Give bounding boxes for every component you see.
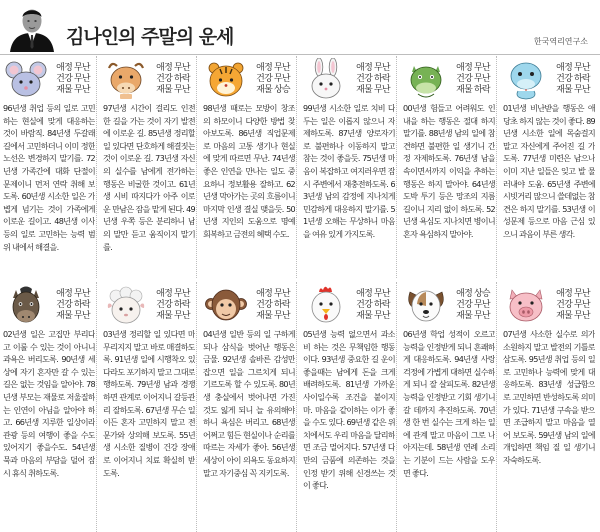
fortune-rating: 재물 무난 bbox=[256, 311, 290, 321]
rabbit-icon bbox=[304, 58, 348, 100]
fortune-text: 99년생 시소한 일로 치비 다두는 일은 이롭지 않으니 자제하도록. 87년생 양로자기로 불편하나 이동하지 말고 참는 것이 좋을듯. 75년생 마음이 복잡하고 여지러우면 잠시 주변에서 재충전하도록. 63년생 남의 감정에 지나치게 민감하게 대응하지 말기를. 51년생 오해는 무상하니 마음을 여유 있게 가지도록. bbox=[303, 103, 395, 239]
fortune-cell bbox=[100, 282, 197, 532]
fortune-rating: 애정 무난 bbox=[356, 63, 390, 73]
fortune-cell bbox=[200, 282, 297, 532]
monkey-icon bbox=[204, 284, 248, 326]
fortune-text: 00년생 험들고 어려워도 인내을 하는 행동은 절대 하지 말기를. 88년생 남의 일에 참견하면 불편한 일 생기니 간정 자제하도록. 76년생 남을 속이면서까지 이익을 추하는 행동은 하지 말아야. 64년생 도박 투기 등은 망조의 지름길이니 지리 없이 하도록. 52년생 욕심도 지나치면 병이니 혼자 욕심하지 말아야. bbox=[403, 103, 495, 239]
fortune-rating: 애정 무난 bbox=[556, 63, 590, 73]
fortune-row-1 bbox=[0, 56, 600, 278]
fortune-text: 02년생 일은 고집만 부리다고 이룰 수 있는 것이 아니니 과욕은 버리도록. 90년생 세상에 자기 혼자만 갈 수 있는 길은 없는 것임을 알아야. 78년생 부모는 재물로 저울질하는 인연이 아님을 알아야 하고. 66년생 지루한 일상이라 관광 등의 여행이 좋을 수도 있어지기 좋을수도. 54년생 묵과 마음의 부담을 덜어 잠시 휴식 취하도록. bbox=[3, 329, 95, 478]
fortune-cell bbox=[200, 56, 297, 278]
fortune-ratings bbox=[550, 63, 596, 96]
fortune-ratings bbox=[250, 63, 296, 96]
fortune-ratings bbox=[550, 289, 596, 322]
rat-icon bbox=[4, 58, 48, 100]
fortune-ratings bbox=[50, 289, 96, 322]
fortune-text: 03년생 정리할 일 있다면 마무리지지 말고 바로 매결하도록. 91년생 일에 시행착오 있다라도 포기하지 말고 그대로 행하도록. 79년생 남과 경쟁하면 관계로 이어지니 갈등관리 잘하도록. 67년생 무슨 일이든 혼자 고민하지 말고 전문가와 상의해 보도록. 55년생 시소한 질병이 건강 장애로 이어지니 치료 확실히 받도록. bbox=[103, 329, 195, 478]
fortune-rating: 건강 무난 bbox=[56, 74, 90, 84]
fortune-rating: 재물 하락 bbox=[456, 85, 490, 95]
fortune-cell bbox=[500, 56, 597, 278]
fortune-rating: 애정 무난 bbox=[256, 63, 290, 73]
fortune-rating: 건강 하락 bbox=[356, 74, 390, 84]
fortune-rating: 재물 무난 bbox=[556, 85, 590, 95]
fortune-rating: 재물 무난 bbox=[56, 85, 90, 95]
fortune-rating: 애정 무난 bbox=[156, 63, 190, 73]
fortune-cell bbox=[300, 56, 397, 278]
fortune-ratings bbox=[350, 289, 396, 322]
fortune-text: 07년생 사소한 실수로 의가소원하지 말고 발전의 기틀로 삼도록. 95년생 취업 등의 일로 고민하나 능력에 맞게 대응하도록. 83년생 성급함으로 고민하면 반성하도록 의미가 있다. 71년생 구속을 받으면 조급하지 말고 마음을 열어 보도록. 59년생 남의 일에 개입하면 책임 질 일 생기니 자숙하도록. bbox=[503, 329, 595, 465]
fortune-rating: 애정 무난 bbox=[456, 63, 490, 73]
fortune-rating: 애정 무난 bbox=[256, 289, 290, 299]
ox-icon bbox=[104, 58, 148, 100]
fortune-rating: 애정 무난 bbox=[556, 289, 590, 299]
fortune-cell bbox=[0, 282, 97, 532]
author-photo bbox=[6, 4, 58, 52]
fortune-ratings bbox=[50, 63, 96, 96]
fortune-cell bbox=[0, 56, 97, 278]
fortune-cell bbox=[300, 282, 397, 532]
fortune-rating: 건강 하락 bbox=[256, 300, 290, 310]
fortune-rating: 애정 상승 bbox=[456, 289, 490, 299]
fortune-rating: 건강 하락 bbox=[56, 300, 90, 310]
fortune-rating: 건강 무난 bbox=[456, 74, 490, 84]
dragon-icon bbox=[404, 58, 448, 100]
fortune-cell bbox=[400, 282, 497, 532]
fortune-rating: 건강 무난 bbox=[256, 74, 290, 84]
fortune-rating: 애정 무난 bbox=[56, 63, 90, 73]
dog-icon bbox=[404, 284, 448, 326]
fortune-ratings bbox=[150, 63, 196, 96]
fortune-rating: 재물 무난 bbox=[356, 85, 390, 95]
source-label: 한국역리연구소 bbox=[533, 37, 588, 46]
fortune-rating: 건강 무난 bbox=[556, 300, 590, 310]
snake-icon bbox=[504, 58, 548, 100]
fortune-cell bbox=[500, 282, 597, 532]
header-divider bbox=[0, 54, 600, 55]
fortune-cell bbox=[400, 56, 497, 278]
fortune-text: 06년생 학업 성적이 오르고 능력을 인정받게 되니 흔쾌하게 대응하도록. 94년생 사랑 걱정에 가볍게 대하면 실수하게 되니 잘 살피도록. 82년생 능력을 인정받고 기회 생기니 갈 데까지 추진하도록. 70년생 한 번 실수는 크게 하는 일에 관계 말고 마음이 그로 나아지는데. 58년생 연례 소리는 기분이 드는 사람을 도우면 좋다. bbox=[403, 329, 495, 478]
fortune-rating: 애정 무난 bbox=[156, 289, 190, 299]
fortune-row-2 bbox=[0, 282, 600, 532]
tiger-icon bbox=[204, 58, 248, 100]
sheep-icon bbox=[104, 284, 148, 326]
fortune-rating: 재물 무난 bbox=[156, 311, 190, 321]
horse-icon bbox=[4, 284, 48, 326]
fortune-rating: 재물 무난 bbox=[56, 311, 90, 321]
fortune-ratings bbox=[350, 63, 396, 96]
fortune-ratings bbox=[250, 289, 296, 322]
fortune-rating: 재물 무난 bbox=[156, 85, 190, 95]
pig-icon bbox=[504, 284, 548, 326]
fortune-rating: 재물 무난 bbox=[456, 311, 490, 321]
fortune-text: 98년생 때로는 모방이 창조의 하모이니 다양한 방법 찾아보도록. 86년생 직업문제로 마음의 고통 생기나 현실에 맞게 따르면 무난. 74년생 좋은 인연을 만나는 일도 중요하니 정보활용 잘하고. 62년생 막아가는 곳의 흐름이니 마지막 인생 결실 맺을듯. 50년생 지인의 도움으로 명예 회복하고 금전의 혜택 수도. bbox=[203, 103, 295, 239]
fortune-rating: 건강 하락 bbox=[156, 74, 190, 84]
rooster-icon bbox=[304, 284, 348, 326]
fortune-rating: 건강 하락 bbox=[356, 300, 390, 310]
fortune-text: 05년생 능력 없으면서 과소비 하는 것은 무책임한 행동이다. 93년생 중요한 길 운이 좋을때는 남에게 돈을 크게 배려하도록. 81년생 가까운 사이일수록 조건을 붙이지 마. 마음을 같이하는 이가 좋을 수도 있다. 69년생 같은 위치에서도 우리 마음을 달리하면 조금 멀어지다. 57년생 다만의 금품에 의존하는 것을 인정 받기 위해 신경쓰는 것이 좋다. bbox=[303, 329, 395, 491]
fortune-text: 01년생 비난받을 행동은 애당초 하지 않는 것이 좋다. 89년생 시소한 일에 목숨걸지 말고 자신에게 주어진 길 가도록. 77년생 미련은 남으나 이미 지난 일들은 잊고 발 물러내야 도움. 65년생 주변에 시빗거리 많으니 쓸데없는 참견은 하지 말기를. 53년생 이성문제 등으로 마음 근심 있으니 과음이 부른 생각. bbox=[503, 103, 595, 239]
fortune-ratings bbox=[150, 289, 196, 322]
fortune-rating: 재물 무난 bbox=[556, 311, 590, 321]
fortune-rating: 건강 하락 bbox=[156, 300, 190, 310]
fortune-ratings bbox=[450, 289, 496, 322]
fortune-rating: 건강 하락 bbox=[556, 74, 590, 84]
fortune-rating: 재물 상승 bbox=[256, 85, 290, 95]
fortune-text: 04년생 일반 등의 일 구하게 되나 삼식을 벗어난 행동은 금물. 92년생 솔바른 감성만 잡으면 일을 그르치게 되니 기르도록 할 수 있도록. 80년생 충실에서 벗어나면 가진 것도 잃게 되니 늘 유의해야 하니 욕심은 버리고. 68년생 어쩌고 힘든 현실이나 순리를 따르는 자세가 좋아. 56년생 세상이 아이 의욕도 동요하지 말고 자기중심 꼭 지키도록. bbox=[203, 329, 295, 478]
fortune-ratings bbox=[450, 63, 496, 96]
fortune-rating: 애정 무난 bbox=[356, 289, 390, 299]
fortune-rating: 재물 무난 bbox=[356, 311, 390, 321]
fortune-cell bbox=[100, 56, 197, 278]
fortune-rating: 건강 무난 bbox=[456, 300, 490, 310]
page-title: 김나인의 주말의 운세 bbox=[66, 26, 234, 48]
fortune-text: 97년생 시간이 걸리도 인전한 길을 가는 것이 자기 발전에 이로운 길. 85년생 정리할 일 있다면 단호하게 해결짓는 것이 이로운 길. 73년생 자신의 실수를 남에게 전가하는 행동은 비굴한 것이고. 61년생 시비 따지다가 아주 이로운 만남은 잠을 맡게 된다. 49년생 우쪽 등은 분리하니 남의 말만 듣고 움직이지 말기를. bbox=[103, 103, 195, 252]
header bbox=[0, 0, 600, 52]
fortune-text: 96년생 취업 등의 일로 고민하는 현실에 맞게 대응하는 것이 바람직. 84년생 두갈래 길에서 고민하더니 이미 정한 노선은 변경하지 말기를. 72년생 가족간에 대화 단절이 문제이니 먼저 연락 취해 보도록. 60년생 시소한 일은 가볍게 넘기는 것이 가족에게 이로운 길이고. 48년생 이사 등의 일로 고민하는 능력 범위 내에서 해결을. bbox=[3, 103, 95, 252]
fortune-rating: 애정 무난 bbox=[56, 289, 90, 299]
